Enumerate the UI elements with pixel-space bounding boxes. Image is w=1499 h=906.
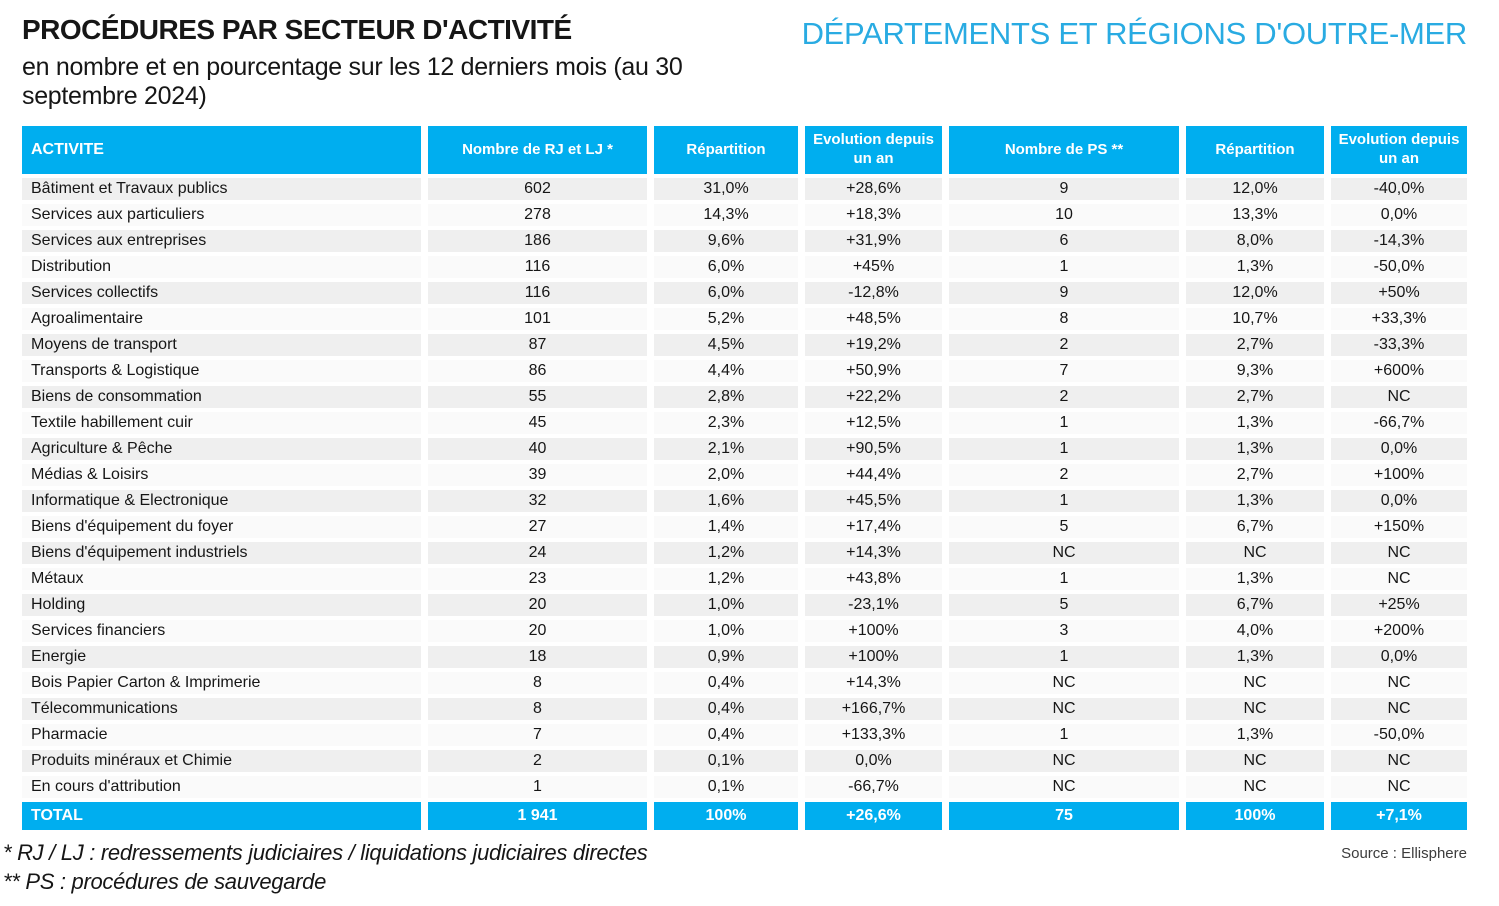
value-cell: 55 (428, 386, 654, 412)
table-row (22, 230, 1467, 256)
value-cell: 6,0% (654, 256, 805, 282)
value-cell: +600% (1331, 360, 1467, 386)
value-cell: 6,7% (1186, 594, 1331, 620)
value-cell: NC (949, 542, 1186, 568)
value-cell: 0,0% (1331, 646, 1467, 672)
activity-cell: Moyens de transport (22, 334, 428, 360)
value-cell: +48,5% (805, 308, 949, 334)
value-cell: +150% (1331, 516, 1467, 542)
column-header-4: Nombre de PS ** (949, 126, 1186, 178)
activity-cell: Agroalimentaire (22, 308, 428, 334)
title-block (22, 14, 802, 111)
activity-cell: Services collectifs (22, 282, 428, 308)
value-cell: 0,0% (1331, 204, 1467, 230)
value-cell: NC (1186, 776, 1331, 802)
column-header-2: Répartition (654, 126, 805, 178)
value-cell: 5 (949, 516, 1186, 542)
value-cell: 1,2% (654, 542, 805, 568)
value-cell: 6 (949, 230, 1186, 256)
value-cell: 101 (428, 308, 654, 334)
value-cell: +90,5% (805, 438, 949, 464)
value-cell: +100% (805, 646, 949, 672)
value-cell: 1 (949, 256, 1186, 282)
total-value: 75 (949, 802, 1186, 830)
value-cell: 1,3% (1186, 646, 1331, 672)
value-cell: NC (1331, 698, 1467, 724)
activity-cell: Métaux (22, 568, 428, 594)
footnote-rj-lj: * RJ / LJ : redressements judiciaires / liquidations judiciaires directes (3, 840, 648, 866)
table-footer (22, 802, 1467, 830)
table-row (22, 412, 1467, 438)
value-cell: 278 (428, 204, 654, 230)
value-cell: +33,3% (1331, 308, 1467, 334)
table-header (22, 126, 1467, 178)
activity-cell: Biens d'équipement industriels (22, 542, 428, 568)
region-title: DÉPARTEMENTS ET RÉGIONS D'OUTRE-MER (801, 16, 1467, 51)
value-cell: 9 (949, 178, 1186, 204)
activity-cell: Produits minéraux et Chimie (22, 750, 428, 776)
value-cell: 0,0% (1331, 438, 1467, 464)
activity-cell: Transports & Logistique (22, 360, 428, 386)
value-cell: NC (1331, 386, 1467, 412)
total-value: 1 941 (428, 802, 654, 830)
table-row (22, 334, 1467, 360)
value-cell: NC (1331, 542, 1467, 568)
value-cell: 1,4% (654, 516, 805, 542)
table-row (22, 490, 1467, 516)
value-cell: 1,3% (1186, 256, 1331, 282)
value-cell: NC (949, 776, 1186, 802)
value-cell: 3 (949, 620, 1186, 646)
value-cell: 1 (949, 490, 1186, 516)
value-cell: NC (1331, 750, 1467, 776)
activity-cell: Médias & Loisirs (22, 464, 428, 490)
value-cell: 45 (428, 412, 654, 438)
activity-cell: Bâtiment et Travaux publics (22, 178, 428, 204)
value-cell: 31,0% (654, 178, 805, 204)
value-cell: 0,9% (654, 646, 805, 672)
value-cell: 39 (428, 464, 654, 490)
value-cell: +100% (805, 620, 949, 646)
value-cell: +31,9% (805, 230, 949, 256)
table-row (22, 724, 1467, 750)
value-cell: 1,3% (1186, 490, 1331, 516)
value-cell: 24 (428, 542, 654, 568)
table-row (22, 178, 1467, 204)
value-cell: 2,8% (654, 386, 805, 412)
value-cell: 186 (428, 230, 654, 256)
value-cell: +45,5% (805, 490, 949, 516)
value-cell: 18 (428, 646, 654, 672)
value-cell: 12,0% (1186, 282, 1331, 308)
total-value: 100% (654, 802, 805, 830)
value-cell: 87 (428, 334, 654, 360)
value-cell: 2 (949, 464, 1186, 490)
activity-cell: Informatique & Electronique (22, 490, 428, 516)
value-cell: 20 (428, 620, 654, 646)
activity-cell: Textile habillement cuir (22, 412, 428, 438)
value-cell: 1 (949, 646, 1186, 672)
value-cell: -33,3% (1331, 334, 1467, 360)
value-cell: 6,7% (1186, 516, 1331, 542)
value-cell: +14,3% (805, 672, 949, 698)
value-cell: 14,3% (654, 204, 805, 230)
table-row (22, 308, 1467, 334)
table-row (22, 386, 1467, 412)
value-cell: 1,6% (654, 490, 805, 516)
value-cell: 8 (949, 308, 1186, 334)
value-cell: +14,3% (805, 542, 949, 568)
table-row (22, 672, 1467, 698)
activity-cell: En cours d'attribution (22, 776, 428, 802)
value-cell: +28,6% (805, 178, 949, 204)
value-cell: 0,4% (654, 698, 805, 724)
value-cell: 7 (428, 724, 654, 750)
total-row (22, 802, 1467, 830)
value-cell: 20 (428, 594, 654, 620)
value-cell: -50,0% (1331, 256, 1467, 282)
value-cell: 116 (428, 282, 654, 308)
value-cell: 9 (949, 282, 1186, 308)
value-cell: 1,3% (1186, 412, 1331, 438)
value-cell: 116 (428, 256, 654, 282)
column-header-3: Evolution depuis un an (805, 126, 949, 178)
value-cell: 40 (428, 438, 654, 464)
activity-cell: Energie (22, 646, 428, 672)
value-cell: 1,3% (1186, 724, 1331, 750)
value-cell: 0,0% (1331, 490, 1467, 516)
table-row (22, 282, 1467, 308)
column-header-1: Nombre de RJ et LJ * (428, 126, 654, 178)
value-cell: 2 (428, 750, 654, 776)
value-cell: 0,0% (805, 750, 949, 776)
value-cell: -66,7% (805, 776, 949, 802)
value-cell: +19,2% (805, 334, 949, 360)
value-cell: NC (949, 672, 1186, 698)
value-cell: +133,3% (805, 724, 949, 750)
total-label: TOTAL (22, 802, 428, 830)
value-cell: 2,1% (654, 438, 805, 464)
value-cell: 9,6% (654, 230, 805, 256)
value-cell: 1 (949, 724, 1186, 750)
value-cell: NC (1331, 672, 1467, 698)
value-cell: +17,4% (805, 516, 949, 542)
value-cell: +50,9% (805, 360, 949, 386)
value-cell: NC (949, 698, 1186, 724)
value-cell: +50% (1331, 282, 1467, 308)
total-value: 100% (1186, 802, 1331, 830)
value-cell: 5 (949, 594, 1186, 620)
table-row (22, 464, 1467, 490)
page-header (22, 14, 1467, 111)
activity-cell: Services financiers (22, 620, 428, 646)
table-row (22, 620, 1467, 646)
table-row (22, 750, 1467, 776)
value-cell: NC (1331, 776, 1467, 802)
value-cell: 8,0% (1186, 230, 1331, 256)
table-row (22, 568, 1467, 594)
value-cell: +12,5% (805, 412, 949, 438)
value-cell: 12,0% (1186, 178, 1331, 204)
column-header-6: Evolution depuis un an (1331, 126, 1467, 178)
value-cell: -66,7% (1331, 412, 1467, 438)
value-cell: 4,0% (1186, 620, 1331, 646)
value-cell: 2,7% (1186, 334, 1331, 360)
table-row (22, 516, 1467, 542)
value-cell: +166,7% (805, 698, 949, 724)
value-cell: 4,5% (654, 334, 805, 360)
value-cell: 10 (949, 204, 1186, 230)
value-cell: -14,3% (1331, 230, 1467, 256)
value-cell: 8 (428, 672, 654, 698)
value-cell: 2,7% (1186, 464, 1331, 490)
column-header-5: Répartition (1186, 126, 1331, 178)
total-value: +26,6% (805, 802, 949, 830)
footnote-ps: ** PS : procédures de sauvegarde (3, 869, 327, 895)
value-cell: 8 (428, 698, 654, 724)
value-cell: 2,3% (654, 412, 805, 438)
value-cell: 10,7% (1186, 308, 1331, 334)
table-row (22, 776, 1467, 802)
value-cell: +100% (1331, 464, 1467, 490)
procedures-by-sector-table (22, 126, 1467, 830)
page-subtitle: en nombre et en pourcentage sur les 12 derniers mois (au 30 septembre 2024) (22, 53, 683, 111)
value-cell: 9,3% (1186, 360, 1331, 386)
value-cell: +22,2% (805, 386, 949, 412)
activity-cell: Services aux particuliers (22, 204, 428, 230)
table-row (22, 698, 1467, 724)
value-cell: 1 (949, 412, 1186, 438)
activity-cell: Pharmacie (22, 724, 428, 750)
value-cell: 1,2% (654, 568, 805, 594)
value-cell: 4,4% (654, 360, 805, 386)
total-value: +7,1% (1331, 802, 1467, 830)
value-cell: 1,3% (1186, 438, 1331, 464)
value-cell: 1 (949, 438, 1186, 464)
activity-cell: Holding (22, 594, 428, 620)
table-body (22, 178, 1467, 802)
value-cell: 2,7% (1186, 386, 1331, 412)
value-cell: 32 (428, 490, 654, 516)
activity-cell: Télecommunications (22, 698, 428, 724)
value-cell: +25% (1331, 594, 1467, 620)
value-cell: 1 (949, 568, 1186, 594)
page-footer (3, 838, 1467, 896)
activity-cell: Biens de consommation (22, 386, 428, 412)
value-cell: NC (1331, 568, 1467, 594)
value-cell: 1,0% (654, 594, 805, 620)
value-cell: 7 (949, 360, 1186, 386)
activity-cell: Bois Papier Carton & Imprimerie (22, 672, 428, 698)
value-cell: +43,8% (805, 568, 949, 594)
value-cell: 602 (428, 178, 654, 204)
value-cell: 23 (428, 568, 654, 594)
value-cell: +200% (1331, 620, 1467, 646)
value-cell: 0,1% (654, 750, 805, 776)
value-cell: -12,8% (805, 282, 949, 308)
column-header-0: ACTIVITE (22, 126, 428, 178)
table-row (22, 438, 1467, 464)
value-cell: 1 (428, 776, 654, 802)
table-row (22, 256, 1467, 282)
footnotes (3, 838, 648, 896)
value-cell: 1,3% (1186, 568, 1331, 594)
value-cell: 13,3% (1186, 204, 1331, 230)
value-cell: +45% (805, 256, 949, 282)
table-row (22, 204, 1467, 230)
activity-cell: Biens d'équipement du foyer (22, 516, 428, 542)
value-cell: -40,0% (1331, 178, 1467, 204)
activity-cell: Agriculture & Pêche (22, 438, 428, 464)
value-cell: 2,0% (654, 464, 805, 490)
table-row (22, 594, 1467, 620)
value-cell: 0,4% (654, 672, 805, 698)
source-label: Source : Ellisphere (1341, 845, 1467, 863)
value-cell: -50,0% (1331, 724, 1467, 750)
value-cell: 5,2% (654, 308, 805, 334)
value-cell: +44,4% (805, 464, 949, 490)
value-cell: NC (949, 750, 1186, 776)
value-cell: 0,4% (654, 724, 805, 750)
header-row (22, 126, 1467, 178)
value-cell: -23,1% (805, 594, 949, 620)
value-cell: 86 (428, 360, 654, 386)
page-title: PROCÉDURES PAR SECTEUR D'ACTIVITÉ (22, 14, 572, 45)
value-cell: NC (1186, 542, 1331, 568)
value-cell: +18,3% (805, 204, 949, 230)
value-cell: 2 (949, 386, 1186, 412)
value-cell: NC (1186, 750, 1331, 776)
value-cell: 0,1% (654, 776, 805, 802)
table-row (22, 360, 1467, 386)
value-cell: 27 (428, 516, 654, 542)
value-cell: NC (1186, 672, 1331, 698)
table-row (22, 646, 1467, 672)
value-cell: 6,0% (654, 282, 805, 308)
activity-cell: Services aux entreprises (22, 230, 428, 256)
activity-cell: Distribution (22, 256, 428, 282)
value-cell: 2 (949, 334, 1186, 360)
value-cell: 1,0% (654, 620, 805, 646)
value-cell: NC (1186, 698, 1331, 724)
table-row (22, 542, 1467, 568)
